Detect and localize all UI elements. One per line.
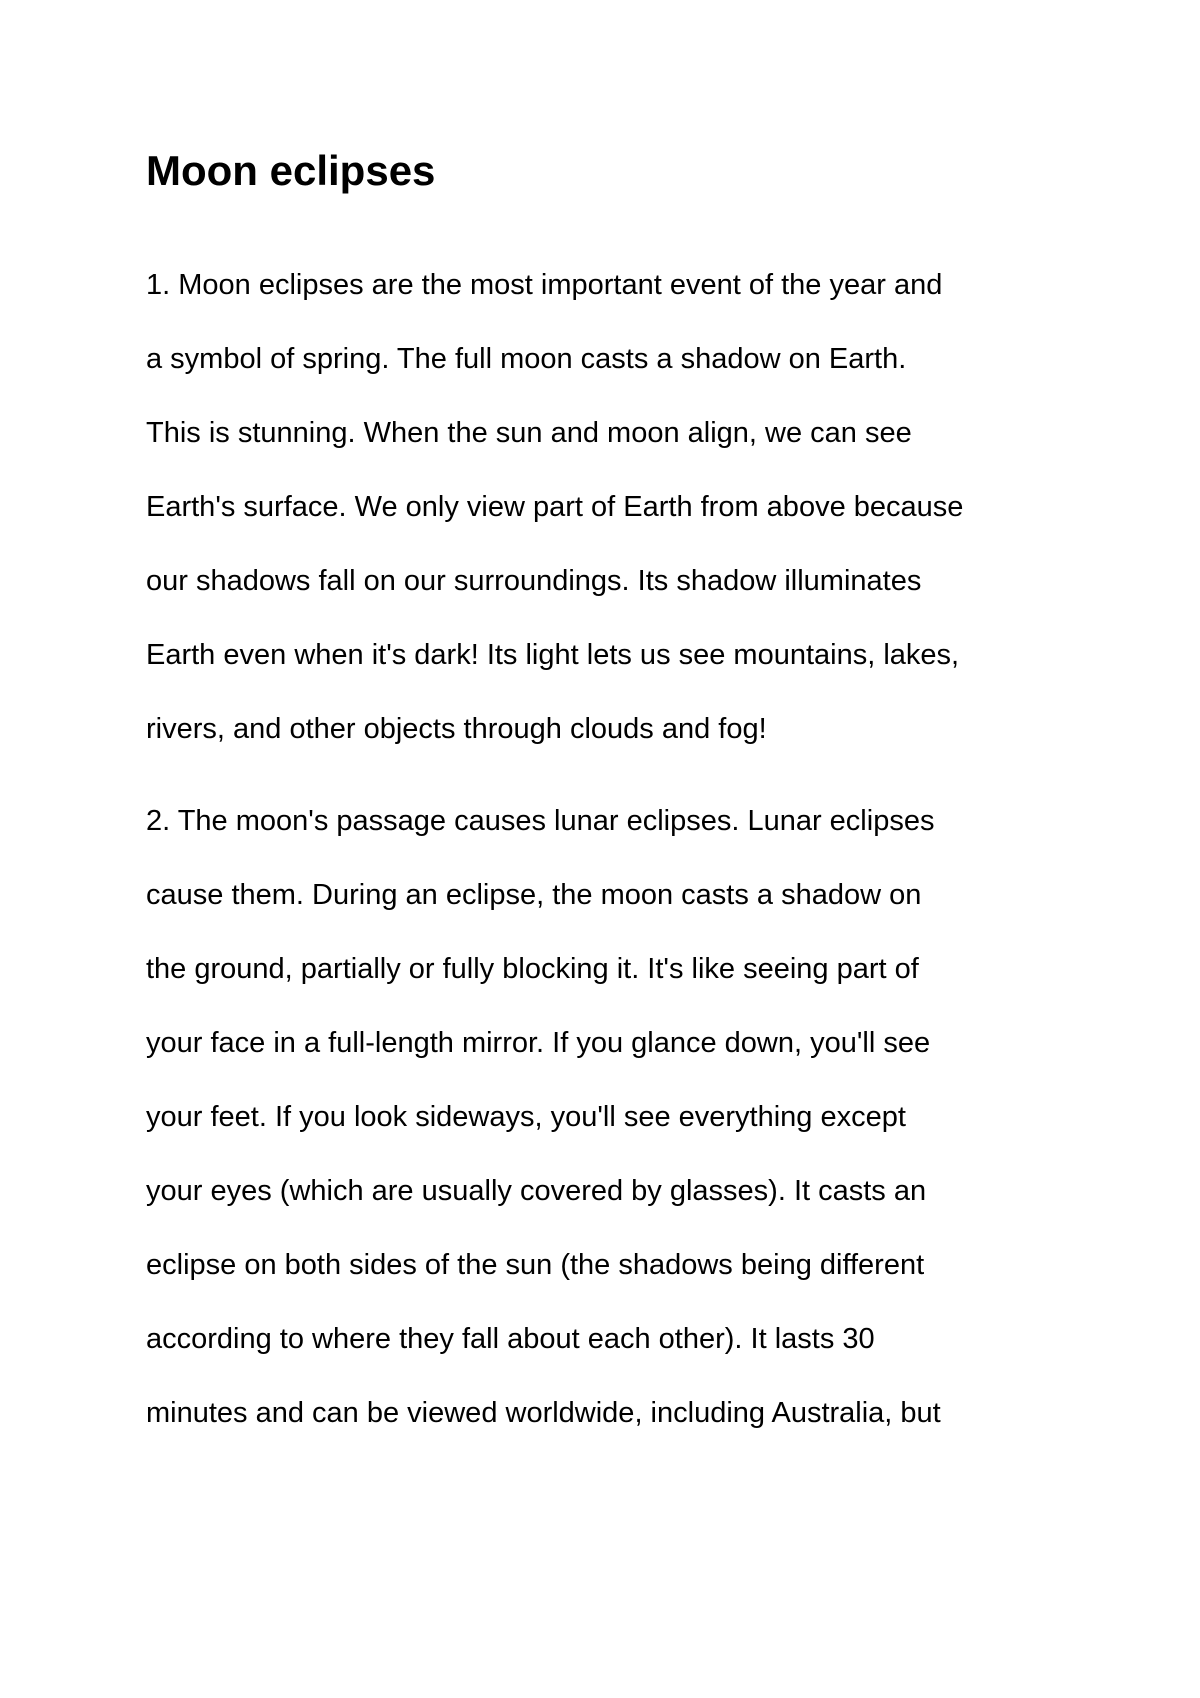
paragraph-1 [146, 248, 963, 766]
text-line: minutes and can be viewed worldwide, including Australia, but [146, 1397, 941, 1429]
text-line: a symbol of spring. The full moon casts a shadow on Earth. [146, 343, 907, 375]
text-line: eclipse on both sides of the sun (the shadows being different [146, 1249, 925, 1281]
text-line: our shadows fall on our surroundings. Its shadow illuminates [146, 565, 922, 597]
text-line: 1. Moon eclipses are the most important event of the year and [146, 269, 943, 301]
text-line: Earth even when it's dark! Its light lets us see mountains, lakes, [146, 639, 960, 671]
text-line: This is stunning. When the sun and moon align, we can see [146, 417, 912, 449]
text-line: rivers, and other objects through clouds and fog! [146, 713, 767, 745]
text-line: the ground, partially or fully blocking it. It's like seeing part of [146, 953, 919, 985]
text-line: cause them. During an eclipse, the moon casts a shadow on [146, 879, 922, 911]
text-line: 2. The moon's passage causes lunar eclipses. Lunar eclipses [146, 805, 935, 837]
text-line: according to where they fall about each other). It lasts 30 [146, 1323, 875, 1355]
page-title: Moon eclipses [146, 147, 436, 194]
text-line: Earth's surface. We only view part of Earth from above because [146, 491, 964, 523]
text-line: your eyes (which are usually covered by glasses). It casts an [146, 1175, 927, 1207]
text-line: your face in a full-length mirror. If you glance down, you'll see [146, 1027, 931, 1059]
text-line: your feet. If you look sideways, you'll see everything except [146, 1101, 906, 1133]
paragraph-2 [146, 784, 941, 1450]
